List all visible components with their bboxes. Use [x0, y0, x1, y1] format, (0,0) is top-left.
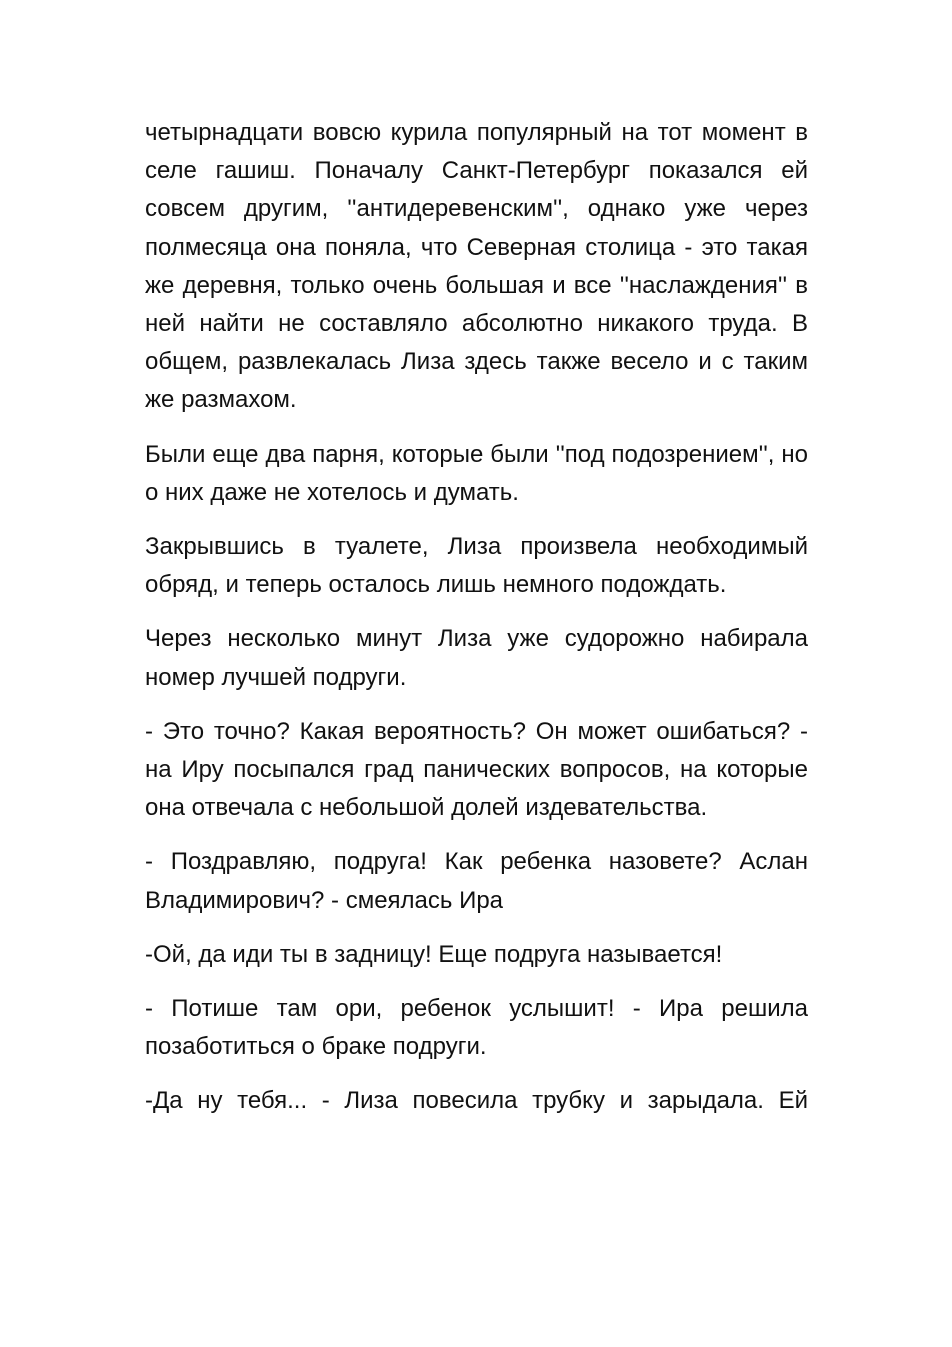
paragraph-3: Закрывшись в туалете, Лиза произвела необходимый обряд, и теперь осталось лишь немного подождать.: [145, 533, 808, 599]
paragraph-8: - Потише там ори, ребенок услышит! - Ира решила позаботиться о браке подруги.: [145, 995, 808, 1061]
paragraph-1: четырнадцати вовсю курила популярный на тот момент в селе гашиш. Поначалу Санкт-Петербург показался ей совсем другим, ''антидеревенским'', однако уже через полмесяца она поняла, что Северная столица - это такая же деревня, только очень большая и все ''наслаждения'' в ней найти не составляло абсолютно никакого труда. В общем, развлекалась Лиза здесь также весело и с таким же размахом.: [145, 119, 808, 414]
paragraph-2: Были еще два парня, которые были ''под подозрением'', но о них даже не хотелось и думать.: [145, 440, 808, 506]
paragraph-5: - Это точно? Какая вероятность? Он может ошибаться? - на Иру посыпался град панических вопросов, на которые она отвечала с небольшой долей издевательства.: [145, 717, 808, 822]
paragraph-6: - Поздравляю, подруга! Как ребенка назовете? Аслан Владимирович? - смеялась Ира: [145, 848, 808, 914]
paragraph-9: -Да ну тебя... - Лиза повесила трубку и зарыдала. Ей: [145, 1087, 808, 1115]
document-text: [145, 114, 808, 1137]
paragraph-7: -Ой, да иди ты в задницу! Еще подруга называется!: [145, 940, 723, 968]
paragraph-4: Через несколько минут Лиза уже судорожно набирала номер лучшей подруги.: [145, 625, 808, 691]
